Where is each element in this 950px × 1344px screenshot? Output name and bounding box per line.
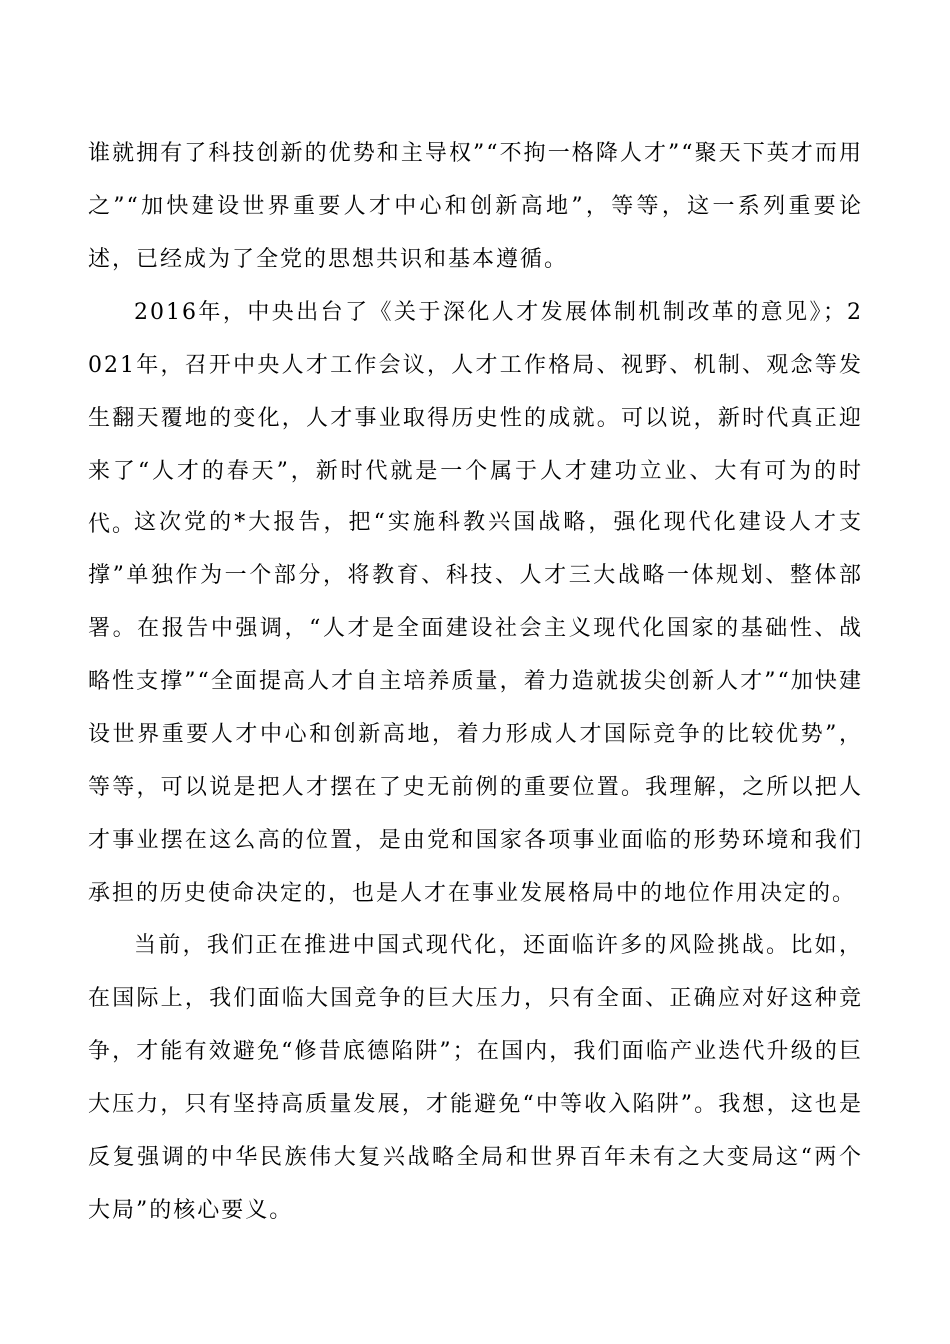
paragraph-4: 当前，我们正在推进中国式现代化，还面临许多的风险挑战。比如，在国际上，我们面临大国竞争的巨大压力，只有全面、正确应对好这种竞争，才能有效避免“修昔底德陷阱”；在国内，我们面临产业迭代升级的巨大压力，只有坚持高质量发展，才能避免“中等收入陷阱”。我想，这也是反复强调的中华民族伟大复兴战略全局和世界百年未有之大变局这“两个大局”的核心要义。 (88, 933, 863, 1223)
paragraph-3: 这次党的*大报告，把“实施科教兴国战略，强化现代化建设人才支撑”单独作为一个部分，将教育、科技、人才三大战略一体规划、整体部署。在报告中强调，“人才是全面建设社会主义现代化国家的基础性、战略性支撑”“全面提高人才自主培养质量，着力造就拔尖创新人才”“加快建设世界重要人才中心和创新高地，着力形成人才国际竞争的比较优势”，等等，可以说是把人才摆在了史无前例的重要位置。我理解，之所以把人才事业摆在这么高的位置，是由党和国家各项事业面临的形势环境和我们承担的历史使命决定的，也是人才在事业发展格局中的地位作用决定的。 (88, 510, 863, 906)
paragraph-2: 2016年，中央出台了《关于深化人才发展体制机制改革的意见》；2021年，召开中央人才工作会议，人才工作格局、视野、机制、观念等发生翻天覆地的变化，人才事业取得历史性的成就。可以说，新时代真正迎来了“人才的春天”，新时代就是一个属于人才建功立业、大有可为的时代。 (88, 300, 863, 537)
paragraph-1: 谁就拥有了科技创新的优势和主导权”“不拘一格降人才”“聚天下英才而用之”“加快建设世界重要人才中心和创新高地”，等等，这一系列重要论述，已经成为了全党的思想共识和基本遵循。 (88, 141, 863, 272)
